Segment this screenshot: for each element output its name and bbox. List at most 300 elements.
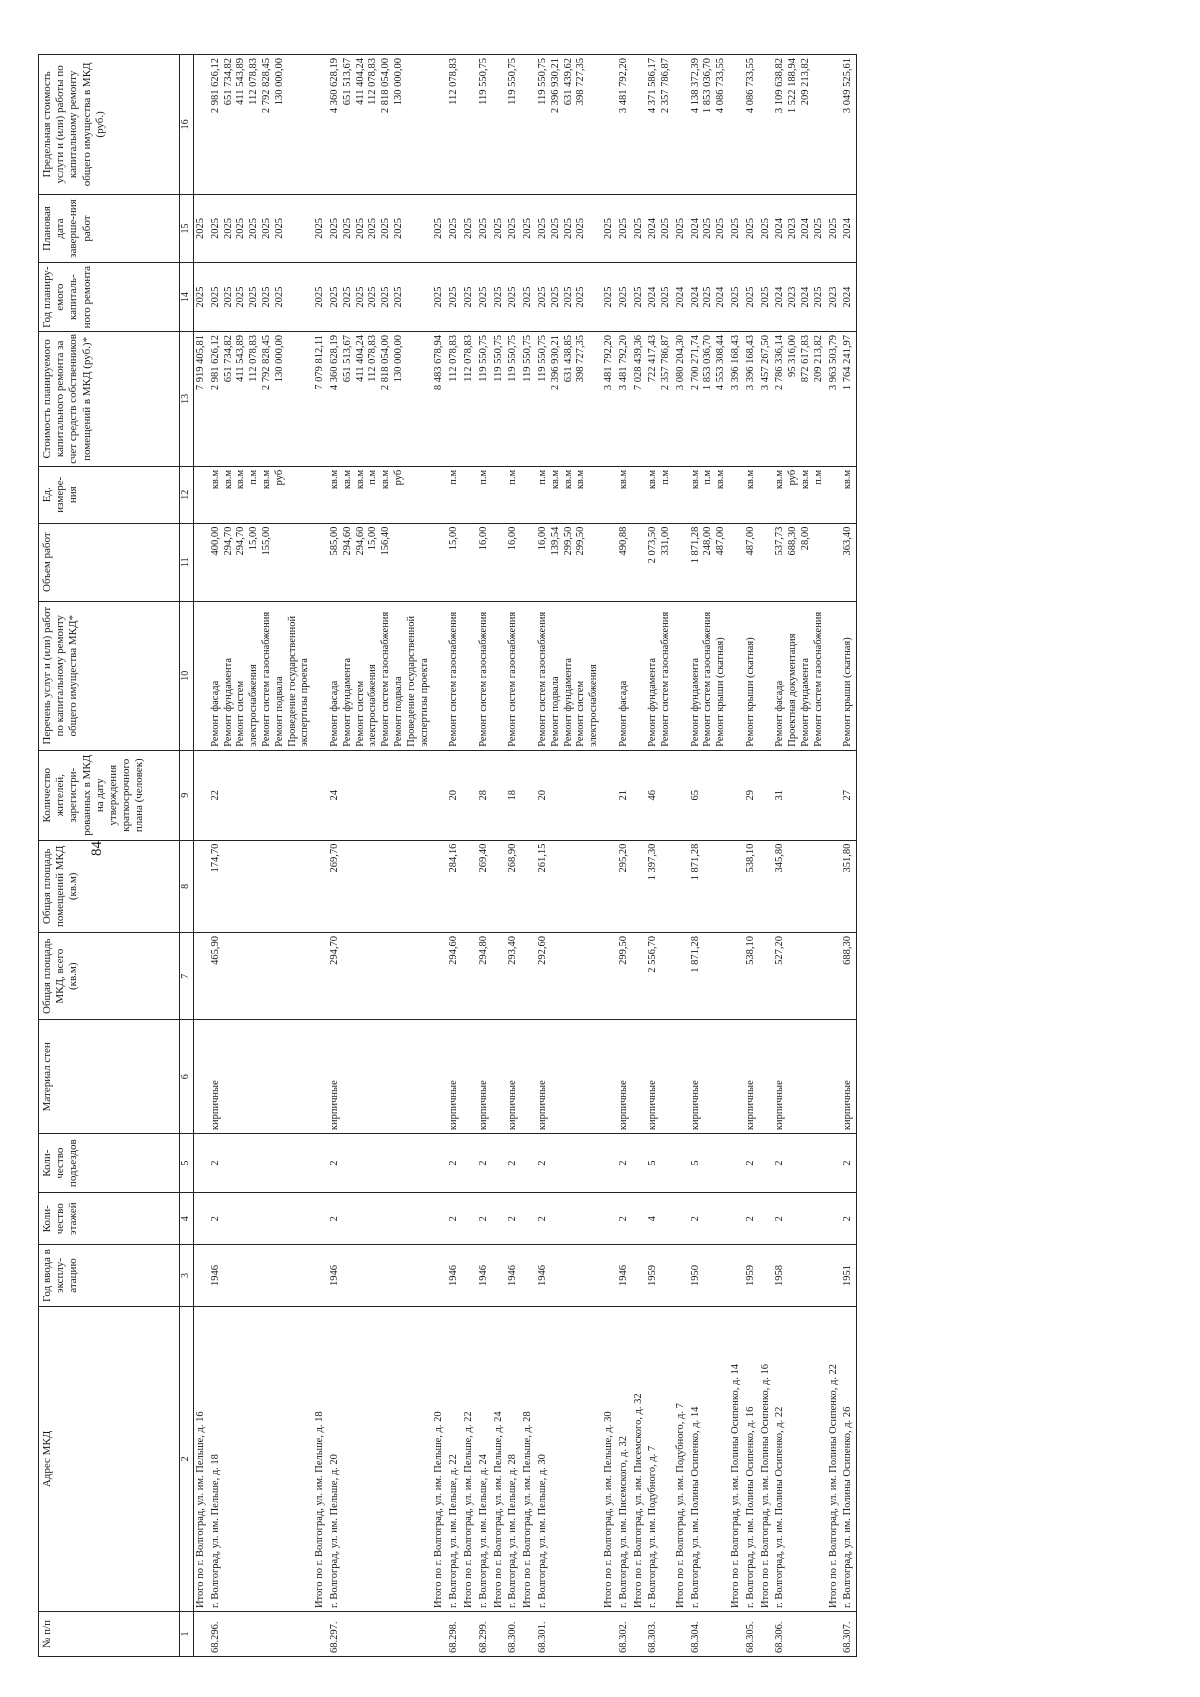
work-vol: 294,60 [341, 526, 353, 556]
column-number: 7 [180, 932, 194, 1020]
table-cell [521, 1193, 536, 1245]
table-cell [477, 194, 492, 263]
work-cost: 112 078,83 [367, 334, 379, 382]
work-unit: п.м [507, 469, 519, 485]
table-cell [729, 523, 744, 601]
table-cell [827, 523, 842, 601]
table-cell [313, 750, 328, 840]
table-cell [744, 601, 759, 750]
work-yr: 2023 [787, 286, 799, 308]
table-cell [617, 55, 632, 195]
work-name: Ремонт систем газоснабжения [477, 611, 489, 747]
table-row [447, 55, 462, 1657]
work-vol: 363,40 [842, 526, 854, 556]
table-cell: 261,15 [536, 840, 602, 932]
table-cell [462, 1020, 477, 1134]
work-name: Ремонт крыши (скатная) [715, 637, 727, 747]
total-row [674, 55, 689, 1657]
table-cell [432, 1612, 447, 1657]
work-max: 112 078,83 [248, 58, 260, 105]
table-cell [759, 750, 774, 840]
table-cell: Итого по г. Волгоград, ул. им. Полины Осипенко, д. 14 [729, 1306, 744, 1611]
table-cell: Итого по г. Волгоград, ул. им. Пельше, д. 24 [492, 1306, 507, 1611]
table-body [194, 55, 857, 1657]
total-row [632, 55, 647, 1657]
table-cell [841, 523, 856, 601]
work-max: 4 371 586,17 [647, 58, 659, 114]
table-cell: 28 [477, 750, 492, 840]
table-cell: 27 [841, 750, 856, 840]
table-cell [432, 601, 447, 750]
table-cell [759, 840, 774, 932]
work-yr: 2025 [380, 286, 392, 308]
table-cell [729, 750, 744, 840]
table-cell: 68.306. [773, 1612, 826, 1657]
work-vol: 487,00 [715, 526, 727, 556]
table-cell: 2025 [674, 194, 689, 263]
work-end: 2025 [507, 218, 519, 240]
table-cell [773, 466, 826, 523]
work-name: Ремонт подвала [392, 676, 404, 747]
table-cell: 2024 [674, 263, 689, 332]
work-max: 112 078,83 [367, 58, 379, 105]
work-cost: 130 000,00 [392, 334, 404, 383]
table-cell [194, 1245, 209, 1307]
table-cell [313, 1020, 328, 1134]
work-vol: 28,00 [800, 526, 812, 551]
table-cell: 21 [617, 750, 632, 840]
table-cell [841, 466, 856, 523]
table-cell: 294,70 [328, 932, 432, 1020]
table-cell [536, 331, 602, 466]
table-cell [432, 1245, 447, 1307]
work-cost: 398 727,35 [575, 334, 587, 383]
table-cell: 68.297. [328, 1612, 432, 1657]
table-cell: кирпичные [773, 1020, 826, 1134]
table-cell: 1 397,30 [646, 840, 674, 932]
table-cell [432, 932, 447, 1020]
work-cost: 631 438,85 [562, 334, 574, 383]
work-max: 119 550,75 [536, 58, 548, 105]
work-vol: 294,70 [235, 526, 247, 556]
work-yr: 2025 [392, 286, 404, 308]
table-row [689, 55, 729, 1657]
work-vol: 15,00 [248, 526, 260, 551]
work-unit: кв.м [260, 469, 272, 490]
table-cell: Итого по г. Волгоград, ул. им. Полины Осипенко, д. 22 [827, 1306, 842, 1611]
table-cell [674, 1134, 689, 1193]
header-cell: Год ввода в эксплу-атацию [39, 1245, 180, 1307]
column-number: 8 [180, 840, 194, 932]
work-end: 2025 [617, 218, 629, 240]
table-cell [646, 331, 674, 466]
work-yr: 2025 [248, 286, 260, 308]
work-yr: 2024 [800, 286, 812, 308]
work-unit: кв.м [575, 469, 587, 490]
table-cell [632, 601, 647, 750]
capital-repair-table [38, 54, 857, 1657]
table-cell [492, 1245, 507, 1307]
work-yr: 2025 [507, 286, 519, 308]
table-cell: 1950 [689, 1245, 729, 1307]
table-cell [827, 1134, 842, 1193]
table-cell: 2025 [602, 263, 617, 332]
work-max: 130 000,00 [273, 58, 285, 106]
work-end: 2024 [800, 218, 812, 240]
work-name: Ремонт систем электроснабжения [354, 664, 379, 747]
table-cell: г. Волгоград, ул. им. Пельше, д. 24 [477, 1306, 492, 1611]
work-vol: 2 073,50 [647, 526, 659, 564]
work-cost: 3 396 168,43 [744, 334, 756, 391]
work-max: 631 439,62 [562, 58, 574, 106]
work-vol: 16,00 [507, 526, 519, 551]
table-cell: г. Волгоград, ул. им. Полины Осипенко, д. 16 [744, 1306, 759, 1611]
table-cell [432, 1134, 447, 1193]
table-cell: г. Волгоград, ул. им. Писемского, д. 32 [617, 1306, 632, 1611]
table-cell: 2 [477, 1134, 492, 1193]
table-cell [617, 331, 632, 466]
work-cost: 130 000,00 [273, 334, 285, 383]
work-yr: 2025 [812, 286, 824, 308]
table-cell [646, 523, 674, 601]
work-yr: 2025 [617, 286, 629, 308]
table-cell: г. Волгоград, ул. им. Полины Осипенко, д. 14 [689, 1306, 729, 1611]
table-cell [447, 466, 462, 523]
work-max: 411 404,24 [354, 58, 366, 105]
table-cell: 2025 [759, 194, 774, 263]
table-cell [617, 466, 632, 523]
work-max: 411 543,89 [235, 58, 247, 105]
table-cell [328, 55, 432, 195]
work-max: 3 109 638,82 [774, 58, 786, 114]
table-cell [744, 331, 759, 466]
table-cell [432, 1020, 447, 1134]
table-cell: 2025 [759, 263, 774, 332]
table-cell [462, 1612, 477, 1657]
table-cell [744, 466, 759, 523]
work-vol: 537,73 [774, 526, 786, 556]
table-cell [729, 1020, 744, 1134]
table-cell [759, 466, 774, 523]
table-cell [602, 840, 617, 932]
total-row [759, 55, 774, 1657]
column-number: 13 [180, 331, 194, 466]
work-end: 2025 [392, 218, 404, 240]
table-cell [632, 1612, 647, 1657]
table-cell: 31 [773, 750, 826, 840]
table-cell [632, 55, 647, 195]
table-cell [744, 55, 759, 195]
header-cell: Общая площадь помещений МКД (кв.м) [39, 840, 180, 932]
work-name: Ремонт фундамента [647, 657, 659, 747]
table-cell: Итого по г. Волгоград, ул. им. Пельше, д. 28 [521, 1306, 536, 1611]
table-cell [313, 466, 328, 523]
table-cell: 3 963 503,79 [827, 331, 842, 466]
table-cell [447, 194, 462, 263]
table-cell: 1946 [328, 1245, 432, 1307]
table-cell [194, 1134, 209, 1193]
total-row [194, 55, 209, 1657]
table-cell [602, 55, 617, 195]
table-cell: 538,10 [744, 840, 759, 932]
table-cell [462, 466, 477, 523]
table-cell [462, 750, 477, 840]
work-unit: кв.м [715, 469, 727, 490]
table-cell [827, 601, 842, 750]
work-vol: 248,00 [702, 526, 714, 556]
table-cell [689, 55, 729, 195]
table-cell [773, 523, 826, 601]
table-cell [536, 194, 602, 263]
table-cell [827, 750, 842, 840]
table-cell [209, 331, 313, 466]
table-cell [729, 1245, 744, 1307]
work-end: 2025 [575, 218, 587, 240]
work-end: 2025 [367, 218, 379, 240]
table-cell: 119 550,75 [492, 331, 507, 466]
table-cell: 345,80 [773, 840, 826, 932]
table-cell: 1946 [447, 1245, 462, 1307]
table-cell: 2025 [602, 194, 617, 263]
work-end: 2025 [702, 218, 714, 240]
work-max: 119 550,75 [477, 58, 489, 105]
table-cell: 68.305. [744, 1612, 759, 1657]
table-cell [536, 55, 602, 195]
table-cell: 294,60 [447, 932, 462, 1020]
table-cell: 2 [773, 1134, 826, 1193]
work-name: Ремонт систем газоснабжения [507, 611, 519, 747]
table-cell: 68.302. [617, 1612, 632, 1657]
table-cell: 538,10 [744, 932, 759, 1020]
work-cost: 119 550,75 [507, 334, 519, 382]
work-name: Проведение государственной экспертизы проекта [286, 615, 311, 747]
work-end: 2025 [536, 218, 548, 240]
table-cell [617, 194, 632, 263]
table-cell [506, 466, 521, 523]
table-cell [759, 1134, 774, 1193]
table-cell: 2 [328, 1134, 432, 1193]
work-unit: п.м [812, 469, 824, 485]
work-max: 651 513,67 [341, 58, 353, 106]
table-cell: 68.300. [506, 1612, 521, 1657]
work-end: 2025 [273, 218, 285, 240]
column-number: 1 [180, 1612, 194, 1657]
table-cell: 2 [536, 1134, 602, 1193]
table-cell [521, 1245, 536, 1307]
table-cell [492, 523, 507, 601]
work-end: 2025 [222, 218, 234, 240]
work-max: 3 049 525,61 [842, 58, 854, 114]
table-cell: 7 028 439,36 [632, 331, 647, 466]
table-cell [841, 263, 856, 332]
table-cell: 5 [646, 1134, 674, 1193]
work-vol: 490,88 [617, 526, 629, 556]
work-max: 112 078,83 [448, 58, 460, 105]
table-cell [209, 466, 313, 523]
work-yr: 2025 [354, 286, 366, 308]
work-max: 130 000,00 [392, 58, 404, 106]
table-cell [773, 55, 826, 195]
table-cell [827, 55, 842, 195]
table-cell [632, 1245, 647, 1307]
table-cell: 2025 [729, 263, 744, 332]
work-end: 2025 [380, 218, 392, 240]
table-cell [841, 601, 856, 750]
table-cell: 2 [841, 1193, 856, 1245]
table-cell [674, 750, 689, 840]
table-cell [492, 601, 507, 750]
table-cell [432, 523, 447, 601]
table-cell: 68.303. [646, 1612, 674, 1657]
table-cell [462, 1134, 477, 1193]
table-cell: 2025 [313, 194, 328, 263]
table-cell [506, 263, 521, 332]
work-max: 2 981 626,12 [209, 58, 221, 114]
table-cell [328, 194, 432, 263]
table-cell [194, 1612, 209, 1657]
work-name: Ремонт фундамента [562, 657, 574, 747]
table-cell [536, 601, 602, 750]
total-row [602, 55, 617, 1657]
work-end: 2024 [647, 218, 659, 240]
work-cost: 4 553 308,44 [715, 334, 727, 391]
column-number: 4 [180, 1193, 194, 1245]
work-yr: 2025 [222, 286, 234, 308]
work-name: Ремонт фундамента [341, 657, 353, 747]
table-cell [506, 601, 521, 750]
table-cell: 269,40 [477, 840, 492, 932]
table-cell: 68.296. [209, 1612, 313, 1657]
table-cell: 2 [617, 1134, 632, 1193]
table-cell [759, 601, 774, 750]
table-cell: 2025 [521, 194, 536, 263]
table-cell [632, 1193, 647, 1245]
table-cell [447, 601, 462, 750]
table-cell: 299,50 [617, 932, 632, 1020]
work-end: 2023 [787, 218, 799, 240]
work-unit: кв.м [354, 469, 366, 490]
table-cell: 2025 [194, 263, 209, 332]
table-cell [492, 55, 507, 195]
table-cell: 2 [209, 1134, 313, 1193]
table-cell: 2025 [462, 263, 477, 332]
table-cell [477, 55, 492, 195]
table-cell [521, 523, 536, 601]
table-cell [521, 932, 536, 1020]
table-cell: кирпичные [841, 1020, 856, 1134]
table-cell: 2 [617, 1193, 632, 1245]
table-cell [646, 55, 674, 195]
work-end: 2025 [448, 218, 460, 240]
work-max: 4 086 733,55 [715, 58, 727, 114]
table-cell: 2025 [194, 194, 209, 263]
work-cost: 1 853 036,70 [702, 334, 714, 391]
work-end: 2025 [209, 218, 221, 240]
table-cell [521, 55, 536, 195]
work-end: 2025 [328, 218, 340, 240]
table-cell [521, 840, 536, 932]
work-unit: кв.м [341, 469, 353, 490]
table-cell: 2025 [492, 263, 507, 332]
table-cell [432, 466, 447, 523]
work-end: 2025 [549, 218, 561, 240]
table-cell [462, 840, 477, 932]
table-cell [521, 1612, 536, 1657]
table-cell [194, 750, 209, 840]
table-cell [462, 1193, 477, 1245]
table-cell [841, 331, 856, 466]
work-max: 3 481 792,20 [617, 58, 629, 114]
total-row [521, 55, 536, 1657]
work-end: 2025 [660, 218, 672, 240]
table-cell [674, 466, 689, 523]
table-cell [689, 466, 729, 523]
header-cell: Общая площадь МКД, всего (кв.м) [39, 932, 180, 1020]
work-name: Ремонт фундамента [222, 657, 234, 747]
column-number: 9 [180, 750, 194, 840]
table-cell: 688,30 [841, 932, 856, 1020]
work-end: 2024 [774, 218, 786, 240]
table-cell [209, 55, 313, 195]
table-cell [759, 1612, 774, 1657]
work-vol: 15,00 [448, 526, 460, 551]
header-cell: Ед. измере-ния [39, 466, 180, 523]
column-number: 3 [180, 1245, 194, 1307]
table-cell: 3 481 792,20 [602, 331, 617, 466]
table-cell: 269,70 [328, 840, 432, 932]
work-end: 2025 [341, 218, 353, 240]
table-cell [194, 466, 209, 523]
work-name: Проектная документация [787, 633, 799, 747]
table-cell [313, 1193, 328, 1245]
work-name: Ремонт фасада [774, 680, 786, 747]
work-vol: 156,40 [380, 526, 392, 556]
table-cell: 294,80 [477, 932, 492, 1020]
column-number: 5 [180, 1134, 194, 1193]
table-cell [827, 1020, 842, 1134]
table-cell [209, 194, 313, 263]
table-cell [759, 1193, 774, 1245]
table-cell: кирпичные [646, 1020, 674, 1134]
work-cost: 2 818 054,00 [380, 334, 392, 391]
column-number: 16 [180, 55, 194, 195]
table-cell: 3 457 267,50 [759, 331, 774, 466]
table-cell [759, 1245, 774, 1307]
work-end: 2025 [812, 218, 824, 240]
column-number: 14 [180, 263, 194, 332]
table-cell: 7 079 812,11 [313, 331, 328, 466]
table-cell: 68.307. [841, 1612, 856, 1657]
table-cell: 1946 [617, 1245, 632, 1307]
work-cost: 2 792 828,45 [260, 334, 272, 391]
work-yr: 2024 [774, 286, 786, 308]
column-number-row [180, 55, 194, 1657]
table-cell [674, 601, 689, 750]
table-cell [759, 55, 774, 195]
table-cell: 119 550,75 [521, 331, 536, 466]
work-cost: 872 617,83 [800, 334, 812, 383]
work-yr: 2024 [647, 286, 659, 308]
work-cost: 651 734,82 [222, 334, 234, 383]
header-cell: Материал стен [39, 1020, 180, 1134]
table-cell: 2 [447, 1193, 462, 1245]
table-cell: 2025 [521, 263, 536, 332]
table-cell [432, 1193, 447, 1245]
table-cell [729, 601, 744, 750]
work-yr: 2025 [273, 286, 285, 308]
table-cell: 68.301. [536, 1612, 602, 1657]
table-cell: 2023 [827, 263, 842, 332]
